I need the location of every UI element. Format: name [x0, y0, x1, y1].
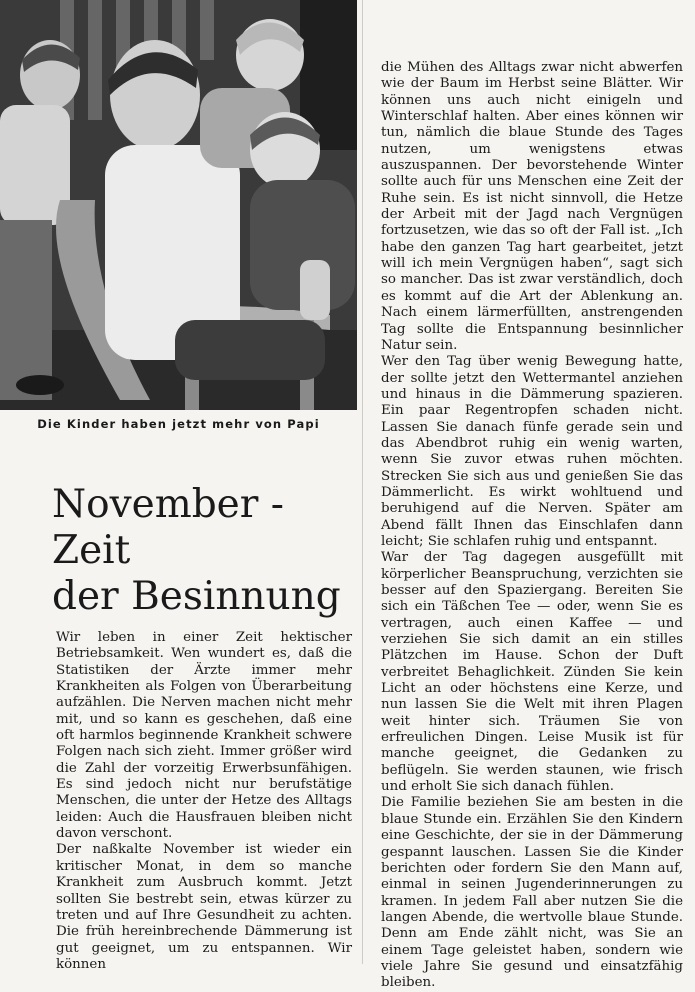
photo-caption: Die Kinder haben jetzt mehr von Papi [37, 417, 320, 431]
paragraph: Wir leben in einer Zeit hektischer Betriebsamkeit. Wen wundert es, daß die Statistiken der Ärzte immer mehr Krankheiten als Folgen von Überarbeitung aufzählen. Die Nerven machen nicht mehr mit, und so kann es geschehen, daß eine oft harmlos beginnende Krankheit schwere Folgen nach sich zieht. Immer größer wird die Zahl der vorzeitig Erwerbsunfähigen. Es sind jedoch nicht nur berufstätige Menschen, die unter der Hetze des Alltags leiden: Auch die Hausfrauen bleiben nicht davon verschont. [56, 630, 352, 842]
paragraph: die Mühen des Alltags zwar nicht abwerfen wie der Baum im Herbst seine Blätter. Wir können uns auch nicht einigeln und Winterschlaf halten. Aber eines können wir tun, nämlich die blaue Stunde des Tages nutzen, um wenigstens etwas auszuspannen. Der bevorstehende Winter sollte auch für uns Menschen eine Zeit der Ruhe sein. Es ist nicht sinnvoll, die Hetze der Arbeit mit der Jagd nach Vergnügen fortzusetzen, wie das so oft der Fall ist. „Ich habe den ganzen Tag hart gearbeitet, jetzt will ich mein Vergnügen haben“, sagt sich so mancher. Das ist zwar verständlich, doch es kommt auf die Art der Ablenkung an. Nach einem lärmerfüllten, anstrengenden Tag sollte die Entspannung besinnlicher Natur sein. [381, 60, 683, 353]
column-divider [362, 0, 363, 964]
paragraph: Wer den Tag über wenig Bewegung hatte, der sollte jetzt den Wettermantel anziehen und hinaus in die Dämmerung spazieren. Ein paar Regentropfen schaden nicht. Lassen Sie danach fünfe gerade sein und das Abendbrot ruhig ein wenig warten, wenn Sie zuvor etwas ruhen möchten. Strecken Sie sich aus und genießen Sie das Dämmerlicht. Es wirkt wohltuend und beruhigend auf die Nerven. Später am Abend fällt Ihnen das Einschlafen dann leicht; Sie schlafen ruhig und entspannt. [381, 354, 683, 549]
paragraph: War der Tag dagegen ausgefüllt mit körperlicher Beanspruchung, verzichten sie besser auf den Spaziergang. Bereiten Sie sich ein Täßchen Tee — oder, wenn Sie es vertragen, auch einen Kaffee — und verziehen Sie sich damit an ein stilles Plätzchen im Hause. Schon der Duft verbreitet Behaglichkeit. Zünden Sie kein Licht an oder höchstens eine Kerze, und nun lassen Sie die Welt mit ihren Plagen weit hinter sich. Träumen Sie von erfreulichen Dingen. Leise Musik ist für manche geeignet, die Gedanken zu beflügeln. Sie werden staunen, wie frisch und erholt Sie sich danach fühlen. [381, 550, 683, 795]
article-column-right [381, 60, 683, 992]
family-photo [0, 0, 357, 410]
article-headline [52, 482, 362, 620]
family-photo-illustration [0, 0, 357, 410]
headline-line-2: der Besinnung [52, 574, 341, 619]
article-column-left [56, 630, 352, 973]
headline-line-1: November - Zeit [52, 482, 284, 573]
paragraph: Der naßkalte November ist wieder ein kritischer Monat, in dem so manche Krankheit zum Ausbruch kommt. Jetzt sollten Sie bestrebt sein, etwas kürzer zu treten und auf Ihre Gesundheit zu achten. Die früh hereinbrechende Dämmerung ist gut geeignet, um zu entspannen. Wir können [56, 842, 352, 972]
paragraph: Die Familie beziehen Sie am besten in die blaue Stunde ein. Erzählen Sie den Kindern eine Geschichte, der sie in der Dämmerung gespannt lauschen. Lassen Sie die Kinder berichten oder fordern Sie den Mann auf, einmal in seinen Jugenderinnerungen zu kramen. In jedem Fall aber nutzen Sie die langen Abende, die wertvolle blaue Stunde. Denn am Ende zählt nicht, was Sie an einem Tage geleistet haben, sondern wie viele Jahre Sie gesund und einsatzfähig bleiben. [381, 795, 683, 991]
